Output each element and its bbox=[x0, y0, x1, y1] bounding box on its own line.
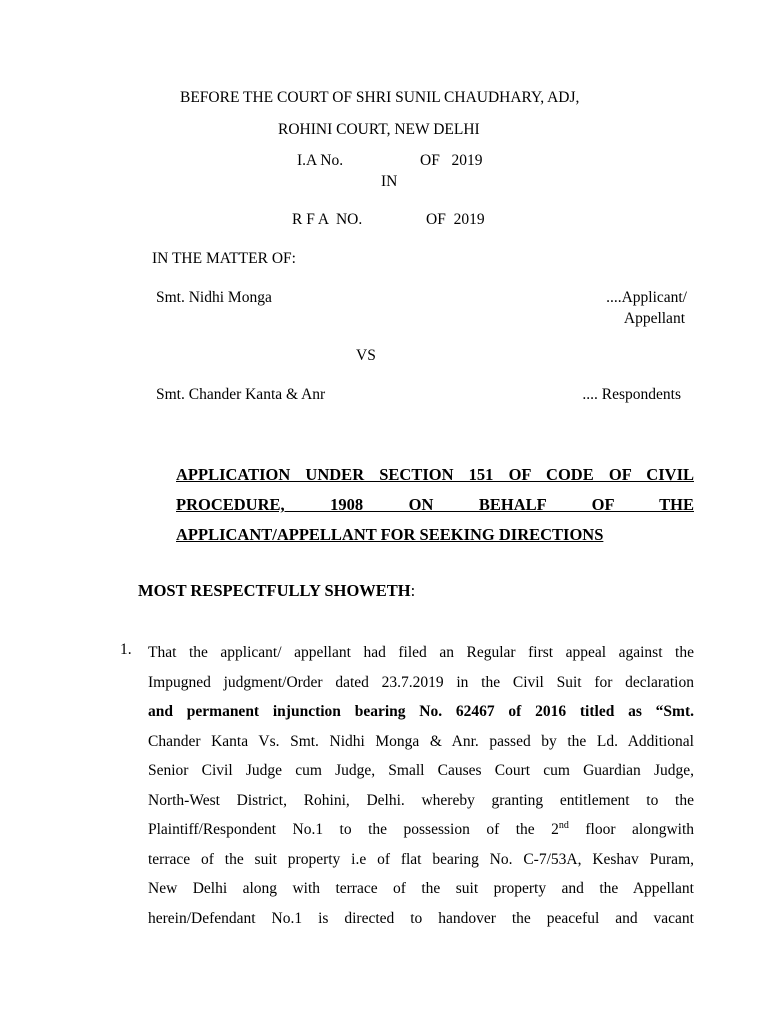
paragraph-line: North-West District, Rohini, Delhi. whereby granting entitlement to the bbox=[148, 791, 694, 809]
heading-line-3: APPLICANT/APPELLANT FOR SEEKING DIRECTIONS bbox=[176, 525, 604, 544]
ia-number-label: I.A No. bbox=[297, 152, 344, 169]
paragraph-line: herein/Defendant No.1 is directed to handover the peaceful and vacant bbox=[148, 909, 694, 927]
paragraph-1 bbox=[148, 638, 694, 933]
paragraph-line: Impugned judgment/Order dated 23.7.2019 in the Civil Suit for declaration bbox=[148, 673, 694, 691]
rfa-year: OF 2019 bbox=[426, 211, 485, 228]
paragraph-line: New Delhi along with terrace of the suit property and the Appellant bbox=[148, 880, 694, 897]
rfa-number-label: R F A NO. bbox=[292, 211, 363, 228]
showeth-heading bbox=[138, 583, 415, 600]
respondent-role: .... Respondents bbox=[582, 386, 681, 403]
heading-line-2: PROCEDURE, 1908 ON BEHALF OF THE bbox=[176, 495, 694, 514]
showeth-text: MOST RESPECTFULLY SHOWETH bbox=[138, 581, 411, 600]
paragraph-line bbox=[148, 815, 694, 845]
paragraph-line: terrace of the suit property i.e of flat bearing No. C-7/53A, Keshav Puram, bbox=[148, 850, 694, 868]
applicant-name: Smt. Nidhi Monga bbox=[156, 289, 272, 306]
paragraph-number: 1. bbox=[120, 641, 132, 658]
court-title-line1: BEFORE THE COURT OF SHRI SUNIL CHAUDHARY, ADJ, bbox=[180, 89, 580, 106]
paragraph-line: That the applicant/ appellant had filed an Regular first appeal against the bbox=[148, 644, 694, 661]
heading-line-1: APPLICATION UNDER SECTION 151 OF CODE OF CIVIL bbox=[176, 465, 694, 484]
in-label: IN bbox=[381, 173, 398, 190]
ordinal-suffix: nd bbox=[558, 819, 569, 831]
paragraph-line-part: floor alongwith bbox=[568, 821, 695, 838]
respondent-name: Smt. Chander Kanta & Anr bbox=[156, 386, 326, 403]
court-title-line2: ROHINI COURT, NEW DELHI bbox=[278, 121, 480, 138]
paragraph-line-part: Plaintiff/Respondent No.1 to the possession of the 2 bbox=[148, 821, 559, 838]
matter-label: IN THE MATTER OF: bbox=[152, 250, 296, 267]
applicant-role: ....Applicant/ bbox=[606, 289, 687, 306]
paragraph-line: Senior Civil Judge cum Judge, Small Causes Court cum Guardian Judge, bbox=[148, 762, 694, 779]
appellant-role: Appellant bbox=[623, 310, 685, 327]
showeth-colon: : bbox=[410, 581, 416, 600]
versus-label: VS bbox=[356, 347, 376, 364]
paragraph-line: and permanent injunction bearing No. 62467 of 2016 titled as “Smt. bbox=[148, 703, 694, 720]
paragraph-line: Chander Kanta Vs. Smt. Nidhi Monga & Anr. passed by the Ld. Additional bbox=[148, 732, 694, 750]
application-heading bbox=[176, 460, 694, 550]
ia-year: OF 2019 bbox=[420, 152, 483, 169]
